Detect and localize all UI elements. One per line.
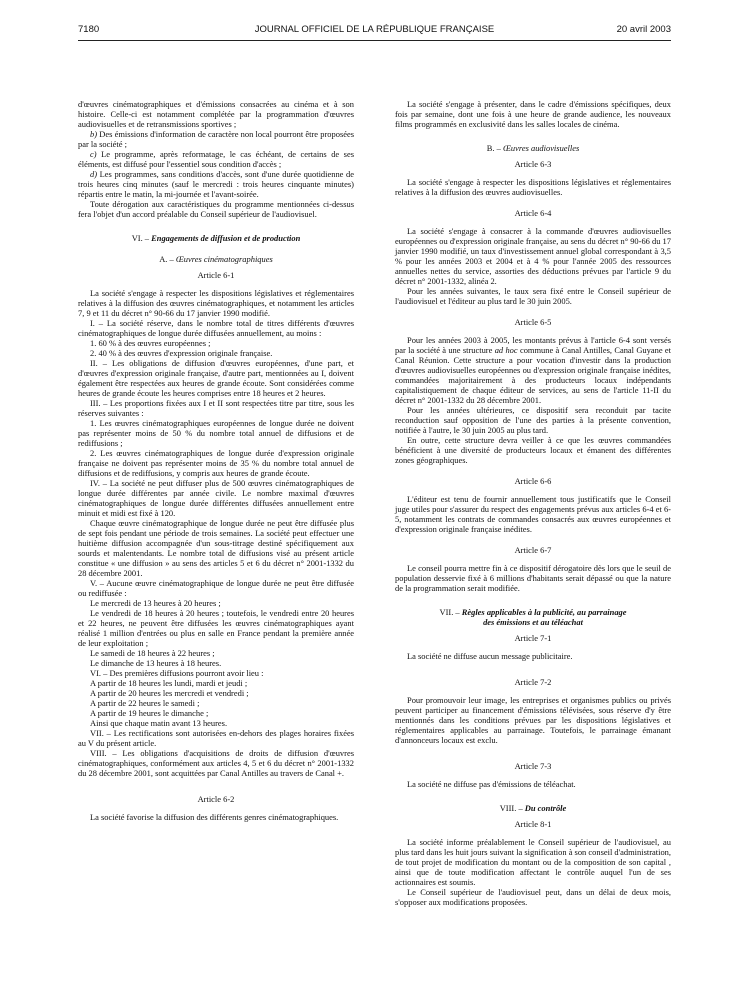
section-title: Règles applicables à la publicité, au parrainage	[461, 607, 627, 617]
section-prefix: VIII. –	[499, 803, 525, 813]
paragraph: II. – Les obligations de diffusion d'œuvres européennes, d'une part, et d'œuvres d'expression originale française, d'autre part, mentionnées au I, doivent également être respectées aux heures de grande écoute. Sont considérées comme heures de grande écoute les heures comprises entre 18 heures et 2 heures.	[78, 358, 354, 398]
article-heading: Article 6-4	[514, 208, 552, 218]
journal-title: JOURNAL OFFICIEL DE LA RÉPUBLIQUE FRANÇAISE	[254, 24, 495, 35]
paragraph: Le dimanche de 13 heures à 18 heures.	[90, 658, 222, 668]
paragraph: Le vendredi de 18 heures à 20 heures ; toutefois, le vendredi entre 20 heures et 22 heures, ne peuvent être diffusées les œuvres cinématographiques ayant réalisé 1 million d'entrées ou plus en salle en France pendant la première année de leur exploitation ;	[78, 608, 354, 648]
article-heading: Article 7-2	[514, 677, 552, 687]
item-text: Des émissions d'information de caractère non local pourront être proposées par la société ;	[78, 129, 354, 149]
item-text: Les programmes, sans conditions d'accès, sont d'une durée quotidienne de trois heures cinq minutes (sauf le mercredi : trois heures cinquante minutes) répartis entre le matin, la mi-journée et l'avant-soirée.	[78, 169, 354, 199]
article-heading: Article 6-6	[514, 476, 552, 486]
section-title-line: des émissions et au téléachat	[483, 617, 583, 627]
paragraph	[395, 335, 671, 405]
subsection-title: Œuvres audiovisuelles	[502, 143, 580, 153]
paragraph: 2. Les œuvres cinématographiques de longue durée d'expression originale française ne doivent pas représenter moins de 35 % du nombre total annuel de diffusions et de rediffusions, y compris aux heures de grande écoute.	[78, 448, 354, 478]
paragraph: La société ne diffuse pas d'émissions de téléachat.	[407, 779, 576, 789]
subsection-prefix: B. –	[486, 143, 503, 153]
paragraph	[78, 149, 354, 169]
article-heading: Article 6-7	[514, 545, 552, 555]
paragraph: VII. – Les rectifications sont autorisées en-dehors des plages horaires fixées au V du présent article.	[78, 728, 354, 748]
paragraph: En outre, cette structure devra veiller à ce que les œuvres commandées bénéficient à une diversité de producteurs locaux et émanent des différentes zones géographiques.	[395, 435, 671, 465]
paragraph: A partir de 22 heures le samedi ;	[90, 698, 200, 708]
header-rule	[78, 40, 671, 41]
section-title: Engagements de diffusion et de production	[151, 233, 301, 243]
left-column	[78, 99, 354, 822]
article-heading: Article 6-5	[514, 317, 552, 327]
subsection-title: Œuvres cinématographiques	[175, 254, 273, 264]
paragraph: Chaque œuvre cinématographique de longue durée ne peut être diffusée plus de sept fois pendant une période de trois semaines. La société peut effectuer une huitième diffusion accompagnée d'un sous-titrage destiné spécifiquement aux sourds et malentendants. Le nombre total de diffusions visé au présent article constitue « une diffusion » au sens des articles 5 et 6 du décret n° 2001-1332 du 28 décembre 2001.	[78, 518, 354, 578]
paragraph: La société s'engage à respecter les dispositions législatives et réglementaires relatives à la diffusion des œuvres cinématographiques, et notamment les articles 7, 9 et 11 du décret n° 90-66 du 17 janvier 1990 modifié.	[78, 288, 354, 318]
paragraph: Le Conseil supérieur de l'audiovisuel peut, dans un délai de deux mois, s'opposer aux modifications proposées.	[395, 887, 671, 907]
item-label: d)	[90, 169, 98, 179]
paragraph: IV. – La société ne peut diffuser plus de 500 œuvres cinématographiques de longue durée différentes par année civile. Le nombre maximal d'œuvres cinématographiques de longue durée différentes diffusées annuellement entre minuit et midi est fixé à 120.	[78, 478, 354, 518]
article-heading: Article 6-1	[197, 270, 235, 280]
paragraph: Le mercredi de 13 heures à 20 heures ;	[90, 598, 221, 608]
right-column	[395, 99, 671, 907]
page-header	[78, 24, 671, 38]
section-heading	[395, 607, 671, 627]
paragraph	[78, 129, 354, 149]
issue-date: 20 avril 2003	[616, 24, 671, 35]
paragraph: 2. 40 % à des œuvres d'expression originale française.	[90, 348, 273, 358]
subsection-heading	[78, 254, 354, 264]
paragraph: A partir de 20 heures les mercredi et vendredi ;	[90, 688, 249, 698]
paragraph: Toute dérogation aux caractéristiques du programme mentionnées ci-dessus fera l'objet d'un accord préalable du Conseil supérieur de l'audiovisuel.	[78, 199, 354, 219]
article-heading: Article 7-1	[514, 633, 552, 643]
paragraph: III. – Les proportions fixées aux I et II sont respectées titre par titre, sous les réserves suivantes :	[78, 398, 354, 418]
section-title: Du contrôle	[524, 803, 567, 813]
paragraph: 1. 60 % à des œuvres européennes ;	[90, 338, 211, 348]
paragraph: Pour les années ultérieures, ce dispositif sera reconduit par tacite reconduction sauf opposition de l'une des parties à la présente convention, notifiée à l'autre, le 30 juin 2005 au plus tard.	[395, 405, 671, 435]
paragraph: VIII. – Les obligations d'acquisitions de droits de diffusion d'œuvres cinématographiques, conformément aux articles 4, 5 et 6 du décret n° 2001-1332 du 28 décembre 2001, sont acquittées par Canal Antilles au travers de Canal +.	[78, 748, 354, 778]
paragraph: La société s'engage à présenter, dans le cadre d'émissions spécifiques, deux fois par semaine, dont une fois à une heure de grande audience, les nouveaux films programmés en exclusivité dans les salles locales de cinéma.	[395, 99, 671, 129]
article-heading: Article 7-3	[514, 761, 552, 771]
section-heading	[395, 803, 671, 813]
paragraph: La société s'engage à respecter les dispositions législatives et réglementaires relatives à la diffusion des œuvres audiovisuelles.	[395, 177, 671, 197]
paragraph: A partir de 19 heures le dimanche ;	[90, 708, 209, 718]
section-prefix: VII. –	[439, 607, 462, 617]
paragraph: Pour les années suivantes, le taux sera fixé entre le Conseil supérieur de l'audiovisuel et l'éditeur au plus tard le 30 juin 2005.	[395, 286, 671, 306]
paragraph: La société informe préalablement le Conseil supérieur de l'audiovisuel, au plus tard dans les huit jours suivant la signification à son conseil d'administration, de tout projet de modification du montant ou de la composition de son capital , ainsi que de toute modification affectant le contrôle auquel l'un de ses actionnaires est soumis.	[395, 837, 671, 887]
item-label: c)	[90, 149, 97, 159]
paragraph: Pour promouvoir leur image, les entreprises et organismes publics ou privés peuvent participer au financement d'émissions télévisées, sous réserve d'y être mentionnés dans les conditions prévues par les dispositions législatives et réglementaires applicables au parrainage. Toutefois, le parrainage émanant d'annonceurs locaux est exclu.	[395, 695, 671, 745]
item-text: Le programme, après reformatage, le cas échéant, de certains de ses éléments, est diffusé pour l'essentiel sous condition d'accès ;	[78, 149, 354, 169]
section-title-line	[395, 607, 671, 617]
section-heading	[78, 233, 354, 243]
paragraph: L'éditeur est tenu de fournir annuellement tous justificatifs que le Conseil juge utiles pour s'assurer du respect des engagements prévus aux articles 6-4 et 6-5, notamment les contrats de commandes consacrés aux œuvres européennes et d'expression originale française inédites.	[395, 494, 671, 534]
section-prefix: VI. –	[131, 233, 152, 243]
paragraph: 1. Les œuvres cinématographiques européennes de longue durée ne doivent pas représenter moins de 50 % du nombre total annuel de diffusions et de rediffusions ;	[78, 418, 354, 448]
paragraph: A partir de 18 heures les lundi, mardi et jeudi ;	[90, 678, 248, 688]
paragraph: V. – Aucune œuvre cinématographique de longue durée ne peut être diffusée ou rediffusée :	[78, 578, 354, 598]
paragraph: La société s'engage à consacrer à la commande d'œuvres audiovisuelles européennes ou d'expression originale française, au sens du décret n° 90-66 du 17 janvier 1990 modifié, un taux d'investissement annuel global correspondant à 3,5 % pour les années 2003 et 2004 et à 4 % pour l'année 2005 des ressources annuelles nettes du service, assorties des déductions prévues par l'article 9 du décret n° 2001-1332, alinéa 2.	[395, 226, 671, 286]
paragraph: La société ne diffuse aucun message publicitaire.	[407, 651, 573, 661]
paragraph: I. – La société réserve, dans le nombre total de titres différents d'œuvres cinématographiques de longue durée diffusées annuellement, au moins :	[78, 318, 354, 338]
paragraph: Le samedi de 18 heures à 22 heures ;	[90, 648, 215, 658]
subsection-heading	[395, 143, 671, 153]
paragraph: La société favorise la diffusion des différents genres cinématographiques.	[90, 812, 339, 822]
article-heading: Article 6-3	[514, 159, 552, 169]
paragraph	[78, 169, 354, 199]
page-number: 7180	[78, 24, 100, 35]
paragraph: VI. – Des premières diffusions pourront avoir lieu :	[90, 668, 264, 678]
article-heading: Article 8-1	[514, 819, 552, 829]
item-label: b)	[90, 129, 98, 139]
paragraph-text: commune à Canal Antilles, Canal Guyane et Canal Réunion. Cette structure a pour vocation d'investir dans la production d'œuvres audiovisuelles européennes ou d'expression originale française inédites, commandées majoritairement à des producteurs locaux indépendants capitalistiquement de chaque éditeur de services, au sens de l'article 11-II du décret n° 2001-1332 du 28 décembre 2001.	[395, 345, 671, 405]
emphasis-text: ad hoc	[494, 345, 518, 355]
paragraph: Ainsi que chaque matin avant 13 heures.	[90, 718, 228, 728]
paragraph: d'œuvres cinématographiques et d'émissions consacrées au cinéma et à son histoire. Celle-ci est notamment complétée par la programmation d'œuvres audiovisuelles et de retransmissions sportives ;	[78, 99, 354, 129]
paragraph-text: Pour les années 2003 à 2005, les montants prévus à l'article 6-4 sont versés par la société à une structure	[395, 335, 671, 355]
subsection-prefix: A. –	[159, 254, 176, 264]
article-heading: Article 6-2	[197, 794, 235, 804]
paragraph: Le conseil pourra mettre fin à ce dispositif dérogatoire dès lors que le seuil de population desservie fixé à 6 millions d'habitants serait dépassé ou que la nature de la programmation serait modifiée.	[395, 563, 671, 593]
